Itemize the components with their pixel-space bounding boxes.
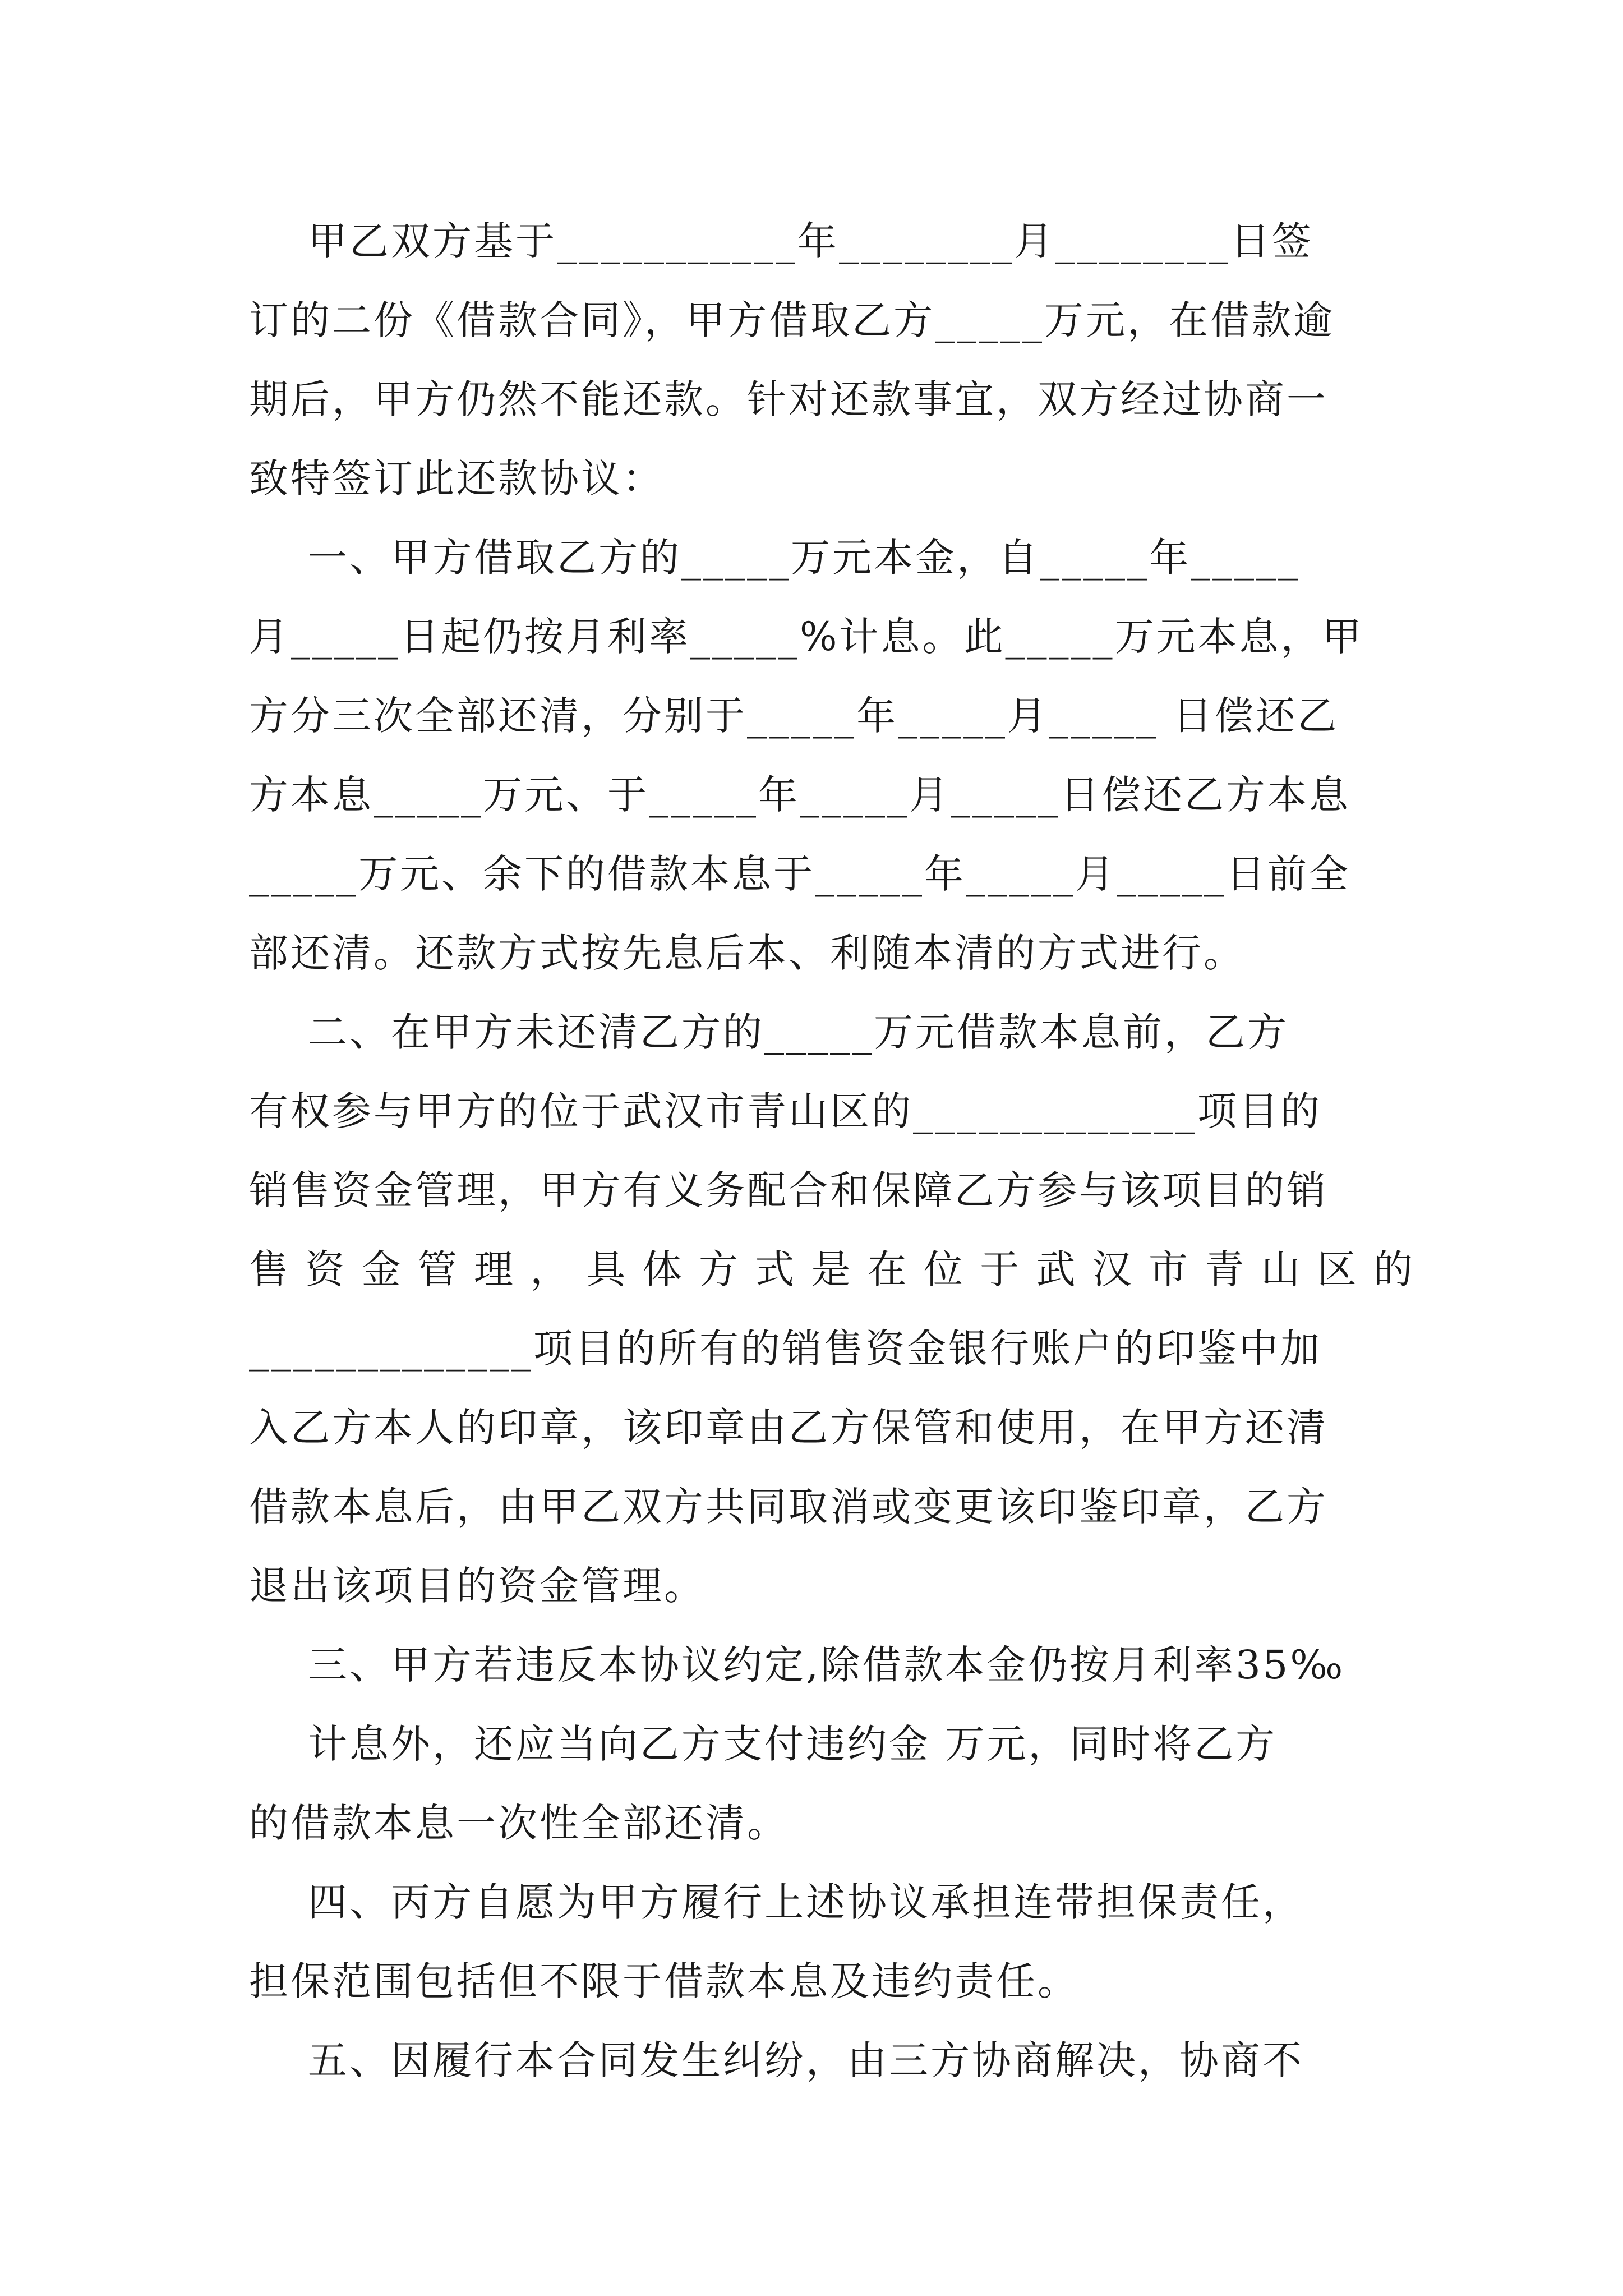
text-line: _____万元、余下的借款本息于_____年_____月_____日前全 (249, 851, 1350, 897)
text-line: 售 资 金 管 理 ， 具 体 方 式 是 在 位 于 武 汉 市 青 山 区 的 (249, 1246, 1415, 1292)
text-line: 担保范围包括但不限于借款本息及违约责任。 (249, 1958, 1079, 2004)
text-line: 借款本息后，由甲乙双方共同取消或变更该印鉴印章，乙方 (249, 1484, 1328, 1530)
text-line: 甲乙双方基于___________年________月________日签 (249, 218, 1314, 264)
text-line: 四、丙方自愿为甲方履行上述协议承担连带担保责任， (249, 1879, 1304, 1925)
text-line: 致特签订此还款协议： (249, 455, 664, 501)
text-line: 一、甲方借取乙方的_____万元本金，自_____年_____ (249, 535, 1301, 581)
text-line: 三、甲方若违反本协议约定,除借款本金仍按月利率35‰ (249, 1642, 1345, 1688)
text-line: 五、因履行本合同发生纠纷，由三方协商解决，协商不 (249, 2037, 1304, 2083)
text-line: 方分三次全部还清，分别于_____年_____月_____ 日偿还乙 (249, 693, 1339, 739)
text-line: 方本息_____万元、于_____年_____月_____日偿还乙方本息 (249, 772, 1350, 818)
text-line: 销售资金管理，甲方有义务配合和保障乙方参与该项目的销 (249, 1167, 1328, 1213)
text-line: 计息外，还应当向乙方支付违约金 万元，同时将乙方 (249, 1721, 1278, 1767)
text-line: 订的二份《借款合同》，甲方借取乙方_____万元，在借款逾 (249, 297, 1335, 343)
text-line: 二、在甲方未还清乙方的_____万元借款本息前，乙方 (249, 1009, 1289, 1055)
text-line: 有权参与甲方的位于武汉市青山区的_____________项目的 (249, 1088, 1322, 1134)
text-line: _____________项目的所有的销售资金银行账户的印鉴中加 (249, 1326, 1322, 1372)
agreement-text (249, 202, 1415, 2100)
text-line: 期后，甲方仍然不能还款。针对还款事宜，双方经过协商一 (249, 376, 1328, 422)
text-line: 退出该项目的资金管理。 (249, 1563, 706, 1609)
text-line: 部还清。还款方式按先息后本、利随本清的方式进行。 (249, 930, 1245, 976)
text-line: 的借款本息一次性全部还清。 (249, 1800, 789, 1846)
text-line: 月_____日起仍按月利率_____%计息。此_____万元本息，甲 (249, 614, 1364, 660)
text-line: 入乙方本人的印章，该印章由乙方保管和使用，在甲方还清 (249, 1405, 1328, 1451)
